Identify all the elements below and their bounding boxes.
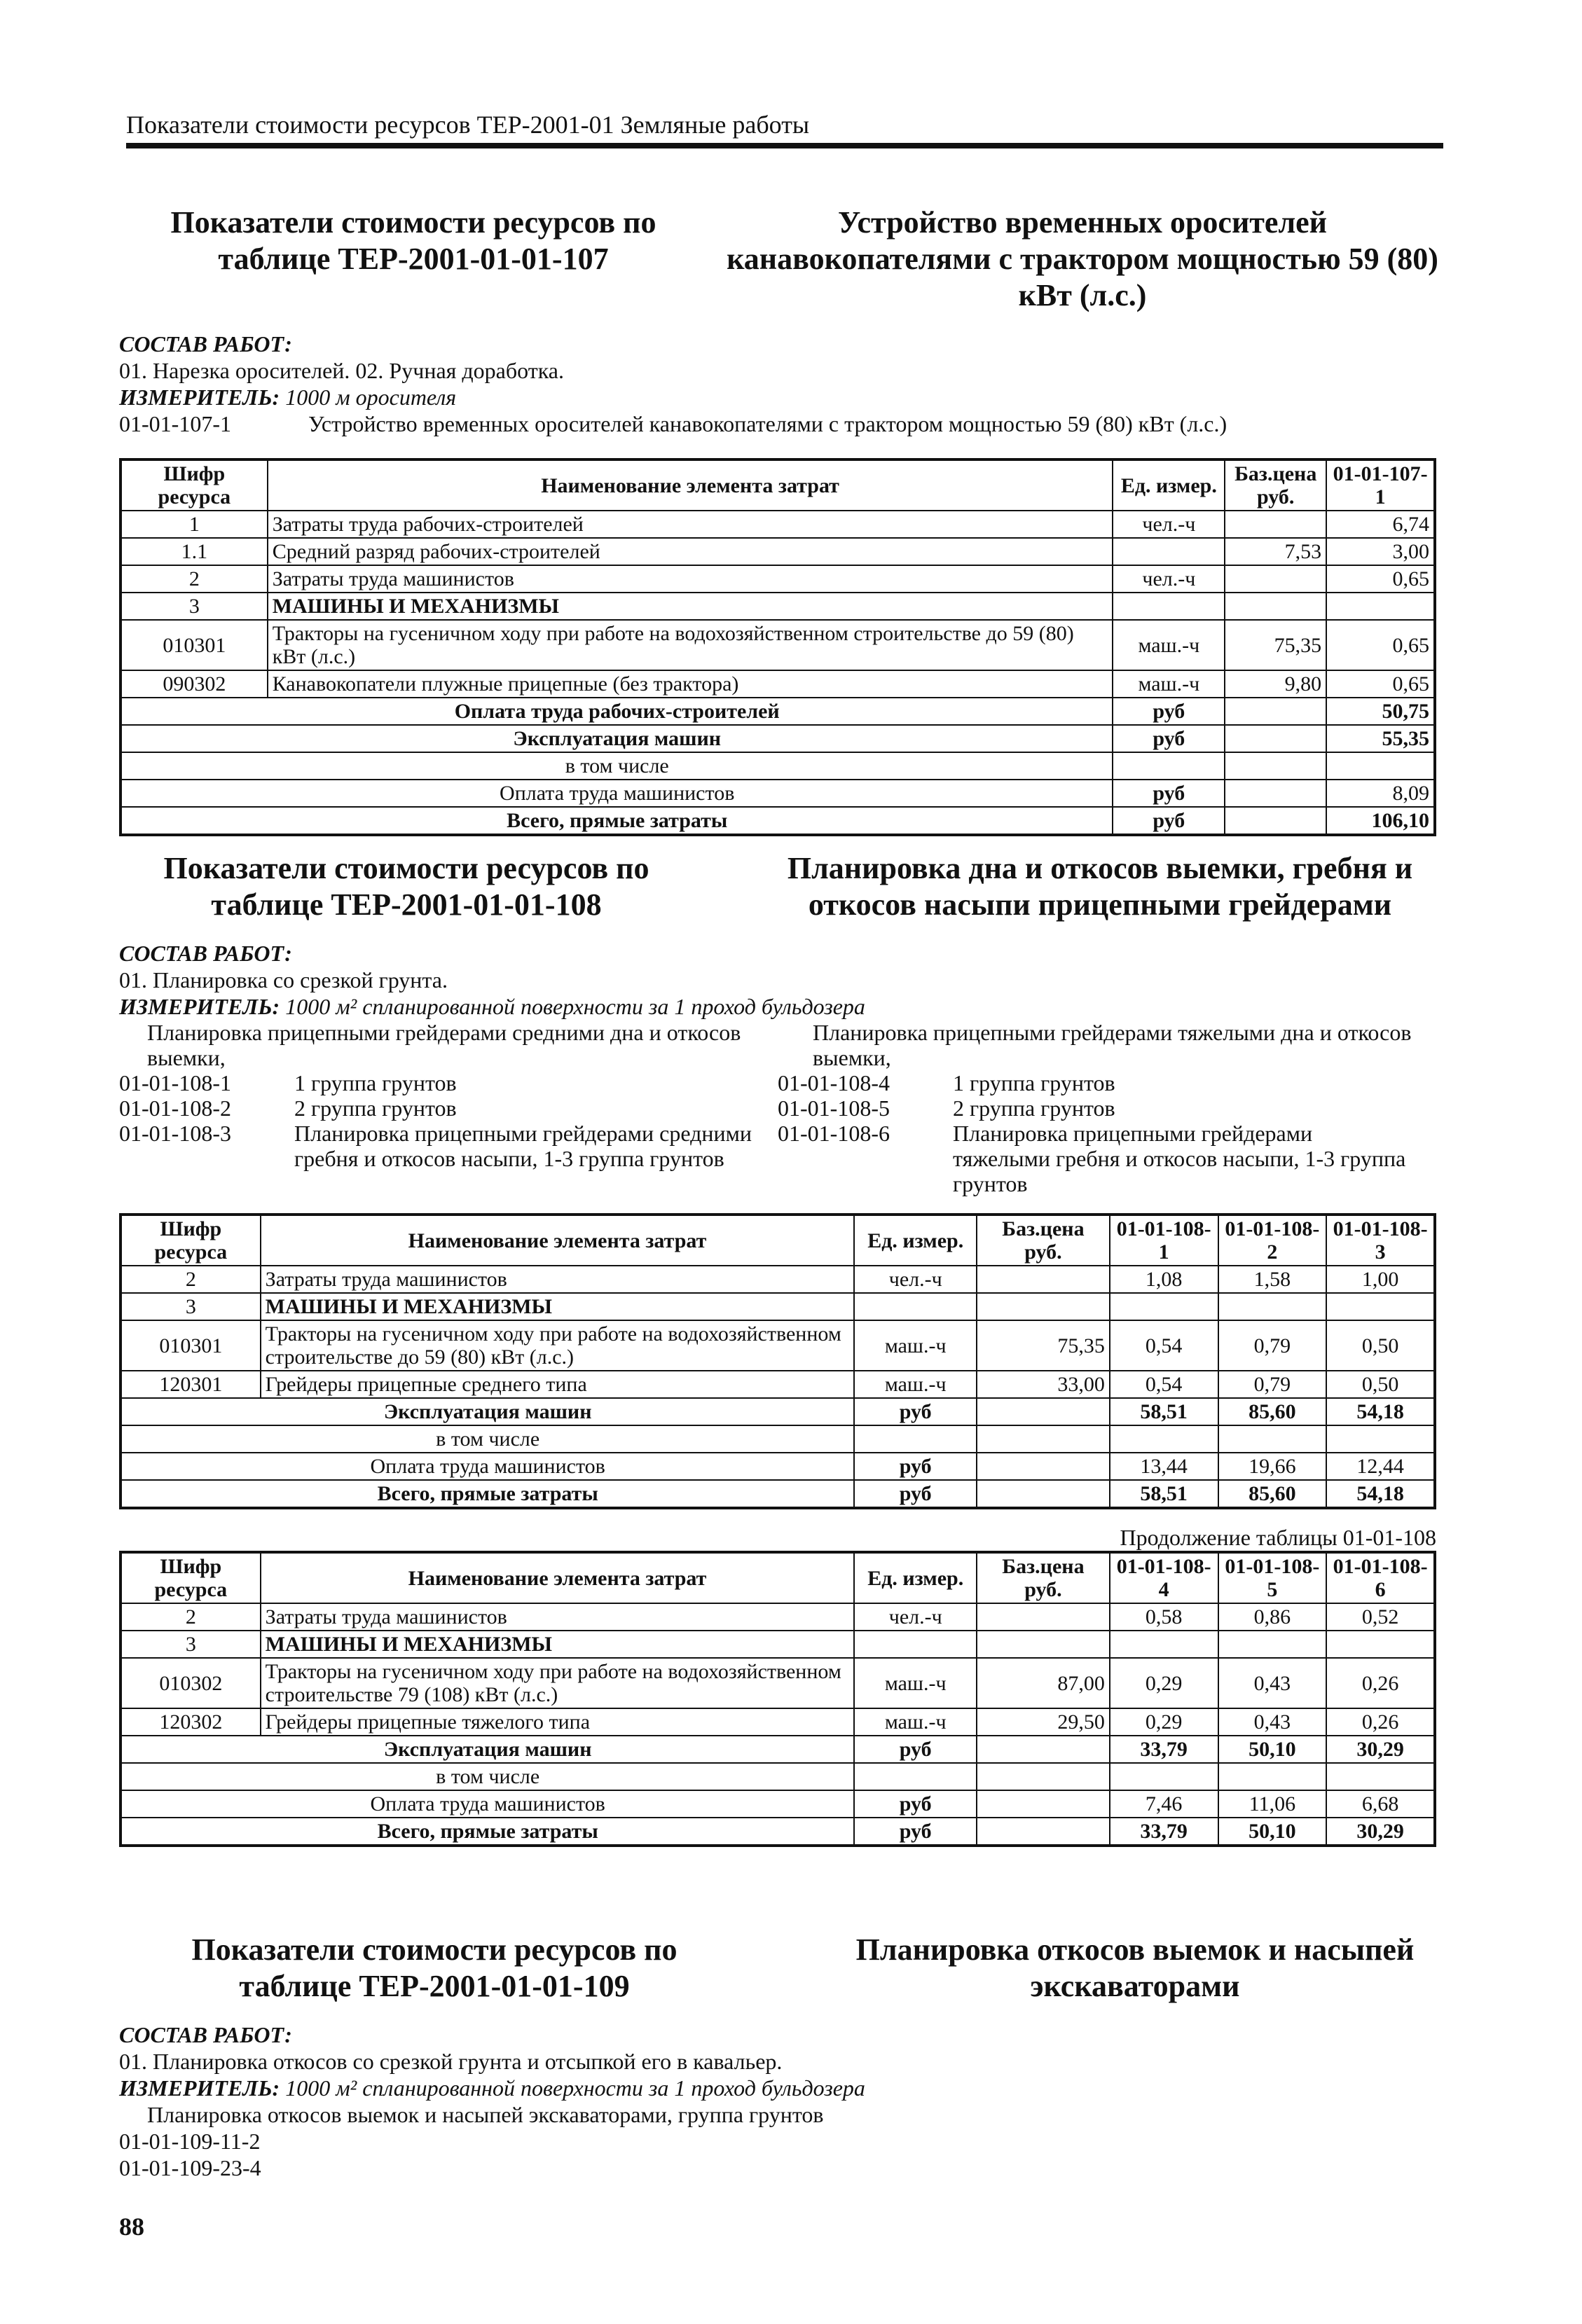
section-title-right: Планировка дна и откосов выемки, гребня и откосов насыпи прицепными грейдерами [787, 851, 1413, 922]
resource-unit [1113, 538, 1225, 565]
summary-unit: руб [1113, 698, 1225, 725]
resource-unit: маш.-ч [854, 1371, 977, 1398]
section-107 [119, 205, 1450, 836]
summary-value: 54,18 [1326, 1398, 1435, 1425]
izmer-text: 1000 м оросителя [285, 385, 457, 410]
summary-unit [1113, 752, 1225, 780]
resource-price: 75,35 [1225, 620, 1326, 670]
table-row [121, 565, 1435, 593]
summary-unit: руб [1113, 725, 1225, 752]
resource-table-108-2 [119, 1551, 1436, 1847]
rate-list-right [778, 1020, 1436, 1196]
resource-name: Затраты труда машинистов [268, 565, 1113, 593]
resource-value: 0,29 [1110, 1658, 1218, 1708]
izmer-text: 1000 м² спланированной поверхности за 1 проход бульдозера [285, 994, 865, 1019]
resource-code: 010301 [121, 620, 268, 670]
rate-group-heading: Планировка откосов выемок и насыпей экскаваторами, группа грунтов [147, 2102, 824, 2127]
rate-description: 1 группа грунтов [294, 1070, 457, 1095]
rate-group-heading: Планировка прицепными грейдерами средними дна и откосов выемки, [147, 1020, 741, 1070]
resource-value: 1,08 [1110, 1266, 1218, 1293]
header-price: Баз.цена руб. [977, 1552, 1110, 1603]
resource-table-108-1 [119, 1213, 1436, 1509]
summary-unit: руб [854, 1480, 977, 1508]
summary-price [977, 1790, 1110, 1818]
summary-row [121, 1818, 1435, 1846]
rate-item [778, 1095, 1436, 1121]
summary-value: 30,29 [1326, 1818, 1435, 1846]
resource-price [977, 1631, 1110, 1658]
resource-value: 0,52 [1326, 1603, 1435, 1631]
summary-label: Эксплуатация машин [121, 1736, 854, 1763]
page-number: 88 [119, 2213, 144, 2241]
resource-value: 0,86 [1218, 1603, 1327, 1631]
summary-value: 85,60 [1218, 1398, 1327, 1425]
summary-label: в том числе [121, 752, 1113, 780]
resource-name: Средний разряд рабочих-строителей [268, 538, 1113, 565]
rate-description: 2 группа грунтов [953, 1095, 1115, 1121]
resource-name: Затраты труда рабочих-строителей [268, 511, 1113, 538]
summary-label: Оплата труда машинистов [121, 1453, 854, 1480]
sostav-text: 01. Нарезка оросителей. 02. Ручная доработка. [119, 358, 564, 383]
rate-item [119, 1121, 778, 1171]
rate-code: 01-01-109-2 [119, 2155, 231, 2180]
rate-item [119, 2128, 1450, 2154]
resource-value: 0,65 [1326, 620, 1435, 670]
rate-code: 01-01-108-6 [778, 1121, 890, 1146]
summary-value: 7,46 [1110, 1790, 1218, 1818]
resource-code: 2 [121, 1266, 261, 1293]
summary-price [977, 1763, 1110, 1790]
summary-value: 11,06 [1218, 1790, 1327, 1818]
resource-unit [854, 1293, 977, 1320]
summary-price [1225, 698, 1326, 725]
resource-unit: маш.-ч [854, 1320, 977, 1371]
summary-value [1110, 1763, 1218, 1790]
rate-item [778, 1121, 1436, 1196]
rate-code: 01-01-108-4 [778, 1070, 890, 1095]
summary-value: 30,29 [1326, 1736, 1435, 1763]
summary-value: 58,51 [1110, 1480, 1218, 1508]
resource-price [1225, 511, 1326, 538]
summary-unit: руб [854, 1398, 977, 1425]
summary-row [121, 1453, 1435, 1480]
resource-code: 120301 [121, 1371, 261, 1398]
section-109 [119, 1932, 1450, 2181]
resource-value: 0,43 [1218, 1708, 1327, 1736]
resource-price: 87,00 [977, 1658, 1110, 1708]
summary-row [121, 1763, 1435, 1790]
rate-item [119, 1095, 778, 1121]
section-title-left: Показатели стоимости ресурсов по таблице ТЕР-2001-01-01-109 [191, 1932, 677, 2003]
resource-unit: маш.-ч [854, 1708, 977, 1736]
resource-price: 7,53 [1225, 538, 1326, 565]
rate-group-heading: Планировка прицепными грейдерами тяжелыми дна и откосов выемки, [813, 1020, 1412, 1070]
sostav-text: 01. Планировка со срезкой грунта. [119, 967, 448, 992]
summary-price [977, 1480, 1110, 1508]
rate-description: 1 группа грунтов [953, 1070, 1115, 1095]
summary-row [121, 698, 1435, 725]
rate-description: Планировка прицепными грейдерами средними гребня и откосов насыпи, 1-3 группа грунтов [294, 1121, 752, 1171]
resource-unit: чел.-ч [854, 1266, 977, 1293]
table-row [121, 1320, 1435, 1371]
header-name: Наименование элемента затрат [261, 1552, 855, 1603]
rate-description: Устройство временных оросителей канавокопателями с трактором мощностью 59 (80) кВт (л.с.) [308, 411, 1227, 436]
table-row [121, 1371, 1435, 1398]
resource-price [977, 1266, 1110, 1293]
resource-table-107 [119, 458, 1436, 836]
resource-code: 3 [121, 1293, 261, 1320]
summary-value: 50,75 [1326, 698, 1435, 725]
section-108 [119, 850, 1450, 1847]
resource-value: 0,79 [1218, 1371, 1327, 1398]
summary-value [1326, 752, 1435, 780]
summary-unit: руб [854, 1453, 977, 1480]
summary-row [121, 1736, 1435, 1763]
summary-price [977, 1818, 1110, 1846]
sostav-label: СОСТАВ РАБОТ: [119, 2022, 292, 2047]
resource-code: 120302 [121, 1708, 261, 1736]
resource-code: 010302 [121, 1658, 261, 1708]
rate-description: Планировка прицепными грейдерами тяжелыми гребня и откосов насыпи, 1-3 группа грунтов [953, 1121, 1406, 1196]
resource-value: 0,43 [1218, 1658, 1327, 1708]
summary-value: 33,79 [1110, 1818, 1218, 1846]
rate-item [778, 1070, 1436, 1095]
resource-name: Грейдеры прицепные тяжелого типа [261, 1708, 855, 1736]
summary-label: в том числе [121, 1425, 854, 1453]
summary-value [1218, 1425, 1327, 1453]
rate-code: 01-01-109-1 [119, 2129, 231, 2154]
resource-value: 0,50 [1326, 1320, 1435, 1371]
summary-row [121, 725, 1435, 752]
summary-label: в том числе [121, 1763, 854, 1790]
section-title-right: Планировка откосов выемок и насыпей экскаваторами [855, 1932, 1415, 2003]
resource-code: 2 [121, 1603, 261, 1631]
rate-description: 2 группа грунтов [294, 1095, 457, 1121]
summary-price [1225, 780, 1326, 807]
rate-item [119, 1070, 778, 1095]
resource-price [977, 1603, 1110, 1631]
resource-unit: чел.-ч [1113, 511, 1225, 538]
summary-price [1225, 807, 1326, 835]
header-unit: Ед. измер. [1113, 459, 1225, 511]
resource-name: Грейдеры прицепные среднего типа [261, 1371, 855, 1398]
resource-value: 1,58 [1218, 1266, 1327, 1293]
resource-code: 3 [121, 1631, 261, 1658]
resource-price: 75,35 [977, 1320, 1110, 1371]
table-row [121, 538, 1435, 565]
rate-code: 01-01-108-1 [119, 1070, 231, 1095]
resource-price [1225, 565, 1326, 593]
header-name: Наименование элемента затрат [268, 459, 1113, 511]
summary-label: Эксплуатация машин [121, 1398, 854, 1425]
header-code: Шифр ресурса [121, 1215, 261, 1266]
resource-code: 3 [121, 593, 268, 620]
sostav-text: 01. Планировка откосов со срезкой грунта и отсыпкой его в кавальер. [119, 2049, 783, 2074]
izmer-label: ИЗМЕРИТЕЛЬ: [119, 2075, 280, 2101]
izmer-label: ИЗМЕРИТЕЛЬ: [119, 385, 280, 410]
header-rate: 01-01-107-1 [1326, 459, 1435, 511]
summary-label: Оплата труда машинистов [121, 1790, 854, 1818]
summary-price [977, 1425, 1110, 1453]
resource-value: 0,26 [1326, 1708, 1435, 1736]
resource-name: Затраты труда машинистов [261, 1266, 855, 1293]
summary-row [121, 780, 1435, 807]
resource-value: 0,54 [1110, 1371, 1218, 1398]
table-row [121, 1266, 1435, 1293]
rate-item [119, 2154, 1450, 2181]
resource-value: 0,65 [1326, 670, 1435, 698]
summary-price [977, 1453, 1110, 1480]
summary-unit: руб [854, 1818, 977, 1846]
resource-name: Тракторы на гусеничном ходу при работе на водохозяйственном строительстве до 59 (80) кВт (л.с.) [261, 1320, 855, 1371]
summary-label: Оплата труда рабочих-строителей [121, 698, 1113, 725]
header-name: Наименование элемента затрат [261, 1215, 855, 1266]
summary-value: 85,60 [1218, 1480, 1327, 1508]
summary-value [1218, 1763, 1327, 1790]
summary-label: Оплата труда машинистов [121, 780, 1113, 807]
resource-name: Канавокопатели плужные прицепные (без трактора) [268, 670, 1113, 698]
resource-value: 0,26 [1326, 1658, 1435, 1708]
resource-value [1218, 1293, 1327, 1320]
resource-value: 3,00 [1326, 538, 1435, 565]
summary-value: 13,44 [1110, 1453, 1218, 1480]
resource-value [1326, 1293, 1435, 1320]
resource-name: МАШИНЫ И МЕХАНИЗМЫ [261, 1293, 855, 1320]
rate-description: 3-4 [231, 2155, 261, 2180]
resource-code: 1.1 [121, 538, 268, 565]
summary-unit [854, 1763, 977, 1790]
table-row [121, 1293, 1435, 1320]
resource-price [977, 1293, 1110, 1320]
summary-value: 8,09 [1326, 780, 1435, 807]
resource-unit: маш.-ч [1113, 620, 1225, 670]
resource-value [1110, 1293, 1218, 1320]
summary-value: 54,18 [1326, 1480, 1435, 1508]
section-title-right: Устройство временных оросителей канавокопателями с трактором мощностью 59 (80) кВт (л.с.) [727, 205, 1438, 312]
summary-value: 6,68 [1326, 1790, 1435, 1818]
continuation-note: Продолжение таблицы 01-01-108 [1120, 1525, 1436, 1550]
header-price: Баз.цена руб. [1225, 459, 1326, 511]
resource-unit: маш.-ч [854, 1658, 977, 1708]
resource-unit: маш.-ч [1113, 670, 1225, 698]
summary-unit: руб [1113, 807, 1225, 835]
summary-label: Эксплуатация машин [121, 725, 1113, 752]
izmer-label: ИЗМЕРИТЕЛЬ: [119, 994, 280, 1019]
table-row [121, 593, 1435, 620]
summary-row [121, 1398, 1435, 1425]
resource-unit: чел.-ч [854, 1603, 977, 1631]
summary-value: 50,10 [1218, 1818, 1327, 1846]
header-rate: 01-01-108-2 [1218, 1215, 1327, 1266]
resource-price: 9,80 [1225, 670, 1326, 698]
resource-value [1326, 1631, 1435, 1658]
summary-value: 33,79 [1110, 1736, 1218, 1763]
summary-value [1326, 1425, 1435, 1453]
summary-value [1110, 1425, 1218, 1453]
section-title-left: Показатели стоимости ресурсов по таблице ТЕР-2001-01-01-107 [170, 205, 656, 276]
rate-description: 1-2 [230, 2129, 261, 2154]
table-row [121, 1631, 1435, 1658]
header-price: Баз.цена руб. [977, 1215, 1110, 1266]
resource-value [1218, 1631, 1327, 1658]
resource-price [1225, 593, 1326, 620]
resource-name: Затраты труда машинистов [261, 1603, 855, 1631]
resource-code: 090302 [121, 670, 268, 698]
header-unit: Ед. измер. [854, 1552, 977, 1603]
header-rate: 01-01-108-1 [1110, 1215, 1218, 1266]
rate-list-left [119, 1020, 778, 1196]
resource-unit: чел.-ч [1113, 565, 1225, 593]
resource-name: МАШИНЫ И МЕХАНИЗМЫ [268, 593, 1113, 620]
summary-value: 12,44 [1326, 1453, 1435, 1480]
summary-unit: руб [854, 1736, 977, 1763]
summary-price [977, 1736, 1110, 1763]
summary-value: 55,35 [1326, 725, 1435, 752]
resource-value: 0,29 [1110, 1708, 1218, 1736]
resource-unit [1113, 593, 1225, 620]
header-code: Шифр ресурса [121, 459, 268, 511]
page-header: Показатели стоимости ресурсов ТЕР-2001-01 Земляные работы [126, 109, 1443, 148]
rate-code: 01-01-107-1 [119, 411, 231, 436]
resource-value: 0,54 [1110, 1320, 1218, 1371]
summary-price [1225, 752, 1326, 780]
resource-unit [854, 1631, 977, 1658]
rate-code: 01-01-108-2 [119, 1095, 231, 1121]
summary-row [121, 752, 1435, 780]
resource-value [1110, 1631, 1218, 1658]
resource-name: Тракторы на гусеничном ходу при работе на водохозяйственном строительстве до 59 (80) кВт (л.с.) [268, 620, 1113, 670]
section-title-left: Показатели стоимости ресурсов по таблице ТЕР-2001-01-01-108 [163, 851, 649, 922]
rate-code: 01-01-108-3 [119, 1121, 231, 1146]
header-rate: 01-01-108-4 [1110, 1552, 1218, 1603]
izmer-text: 1000 м² спланированной поверхности за 1 проход бульдозера [285, 2075, 865, 2101]
header-unit: Ед. измер. [854, 1215, 977, 1266]
table-row [121, 511, 1435, 538]
table-row [121, 1658, 1435, 1708]
summary-price [1225, 725, 1326, 752]
summary-unit [854, 1425, 977, 1453]
summary-value: 106,10 [1326, 807, 1435, 835]
summary-price [977, 1398, 1110, 1425]
table-row [121, 1603, 1435, 1631]
table-row [121, 620, 1435, 670]
summary-value: 19,66 [1218, 1453, 1327, 1480]
summary-row [121, 1790, 1435, 1818]
summary-row [121, 1480, 1435, 1508]
resource-code: 2 [121, 565, 268, 593]
resource-value: 1,00 [1326, 1266, 1435, 1293]
summary-unit: руб [854, 1790, 977, 1818]
summary-value [1326, 1763, 1435, 1790]
resource-value: 0,79 [1218, 1320, 1327, 1371]
resource-name: Тракторы на гусеничном ходу при работе на водохозяйственном строительстве 79 (108) кВт (л.с.) [261, 1658, 855, 1708]
summary-label: Всего, прямые затраты [121, 807, 1113, 835]
summary-row [121, 807, 1435, 835]
table-row [121, 670, 1435, 698]
sostav-label: СОСТАВ РАБОТ: [119, 941, 292, 966]
resource-value: 0,58 [1110, 1603, 1218, 1631]
resource-name: МАШИНЫ И МЕХАНИЗМЫ [261, 1631, 855, 1658]
resource-code: 010301 [121, 1320, 261, 1371]
resource-code: 1 [121, 511, 268, 538]
resource-value: 6,74 [1326, 511, 1435, 538]
header-rate: 01-01-108-3 [1326, 1215, 1435, 1266]
header-rate: 01-01-108-6 [1326, 1552, 1435, 1603]
header-rate: 01-01-108-5 [1218, 1552, 1327, 1603]
header-code: Шифр ресурса [121, 1552, 261, 1603]
summary-label: Всего, прямые затраты [121, 1818, 854, 1846]
resource-price: 33,00 [977, 1371, 1110, 1398]
table-row [121, 1708, 1435, 1736]
resource-value: 0,65 [1326, 565, 1435, 593]
summary-row [121, 1425, 1435, 1453]
resource-value [1326, 593, 1435, 620]
sostav-label: СОСТАВ РАБОТ: [119, 331, 292, 357]
summary-unit: руб [1113, 780, 1225, 807]
summary-value: 50,10 [1218, 1736, 1327, 1763]
resource-price: 29,50 [977, 1708, 1110, 1736]
rate-code: 01-01-108-5 [778, 1095, 890, 1121]
rate-list [119, 1020, 1450, 1196]
resource-value: 0,50 [1326, 1371, 1435, 1398]
summary-label: Всего, прямые затраты [121, 1480, 854, 1508]
summary-value: 58,51 [1110, 1398, 1218, 1425]
